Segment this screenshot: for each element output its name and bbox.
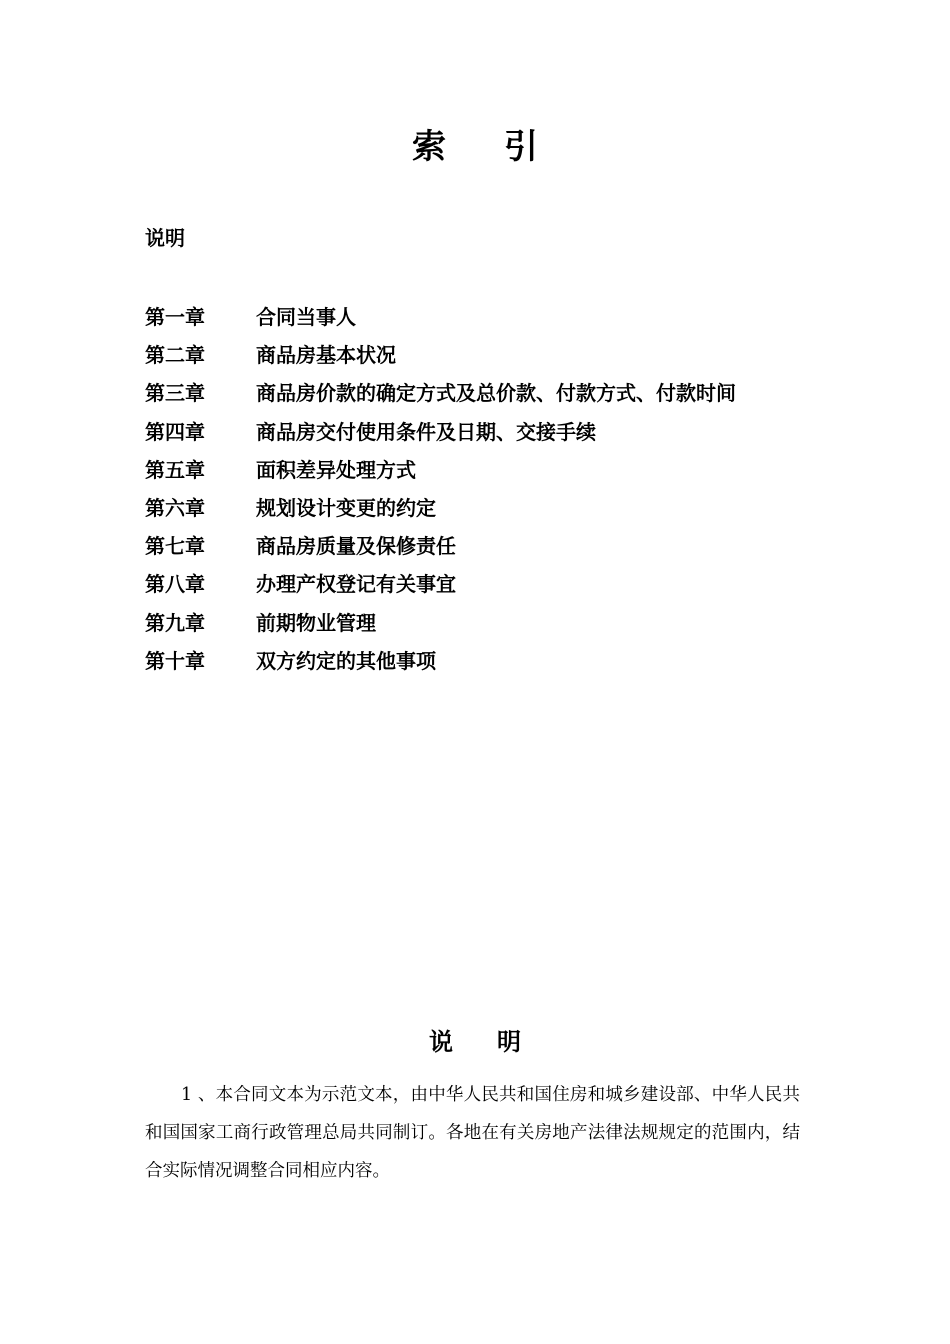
toc-chapter-number: 第二章 bbox=[145, 343, 205, 368]
toc-chapter-title: 前期物业管理 bbox=[256, 610, 376, 635]
toc-chapter-title: 商品房交付使用条件及日期、交接手续 bbox=[256, 419, 596, 444]
toc-item-chapter-9[interactable] bbox=[145, 604, 845, 642]
toc-chapter-title: 商品房基本状况 bbox=[256, 343, 396, 368]
toc-item-chapter-3[interactable] bbox=[145, 374, 845, 412]
toc-item-chapter-6[interactable] bbox=[145, 489, 845, 527]
toc-chapter-number: 第四章 bbox=[145, 419, 205, 444]
toc-item-chapter-5[interactable] bbox=[145, 451, 845, 489]
toc-item-chapter-2[interactable] bbox=[145, 336, 845, 374]
toc-item-chapter-1[interactable] bbox=[145, 298, 845, 336]
toc-chapter-number: 第七章 bbox=[145, 534, 205, 559]
toc-item-chapter-10[interactable] bbox=[145, 642, 845, 680]
toc-chapter-title: 合同当事人 bbox=[256, 305, 356, 330]
toc-item-chapter-8[interactable] bbox=[145, 565, 845, 603]
index-title bbox=[0, 122, 950, 172]
toc-chapter-number: 第九章 bbox=[145, 610, 205, 635]
toc-chapter-title: 办理产权登记有关事宜 bbox=[256, 572, 456, 597]
toc-chapter-title: 商品房质量及保修责任 bbox=[256, 534, 456, 559]
explanation-heading bbox=[0, 1024, 950, 1060]
index-title-char-1: 索 bbox=[412, 127, 446, 167]
toc-item-chapter-4[interactable] bbox=[145, 413, 845, 451]
explanation-heading-char-1: 说 bbox=[429, 1027, 453, 1056]
toc-item-chapter-7[interactable] bbox=[145, 527, 845, 565]
index-title-char-2: 引 bbox=[504, 127, 538, 167]
toc-chapter-title: 商品房价款的确定方式及总价款、付款方式、付款时间 bbox=[256, 381, 736, 406]
explanation-heading-char-2: 明 bbox=[497, 1027, 521, 1056]
toc-chapter-title: 双方约定的其他事项 bbox=[256, 648, 436, 673]
toc-chapter-number: 第六章 bbox=[145, 496, 205, 521]
toc-chapter-number: 第五章 bbox=[145, 457, 205, 482]
toc-item-explanation[interactable]: 说明 bbox=[145, 226, 185, 250]
toc-chapter-number: 第十章 bbox=[145, 648, 205, 673]
toc-chapter-title: 规划设计变更的约定 bbox=[256, 496, 436, 521]
toc-chapter-number: 第一章 bbox=[145, 305, 205, 330]
explanation-paragraph: 1 、本合同文本为示范文本，由中华人民共和国住房和城乡建设部、中华人民共和国国家工商行政管理总局共同制订。各地在有关房地产法律法规规定的范围内，结合实际情况调整合同相应内容。 bbox=[145, 1085, 800, 1181]
toc-chapter-number: 第八章 bbox=[145, 572, 205, 597]
toc-chapter-number: 第三章 bbox=[145, 381, 205, 406]
toc-chapter-title: 面积差异处理方式 bbox=[256, 457, 416, 482]
table-of-contents bbox=[145, 298, 845, 680]
